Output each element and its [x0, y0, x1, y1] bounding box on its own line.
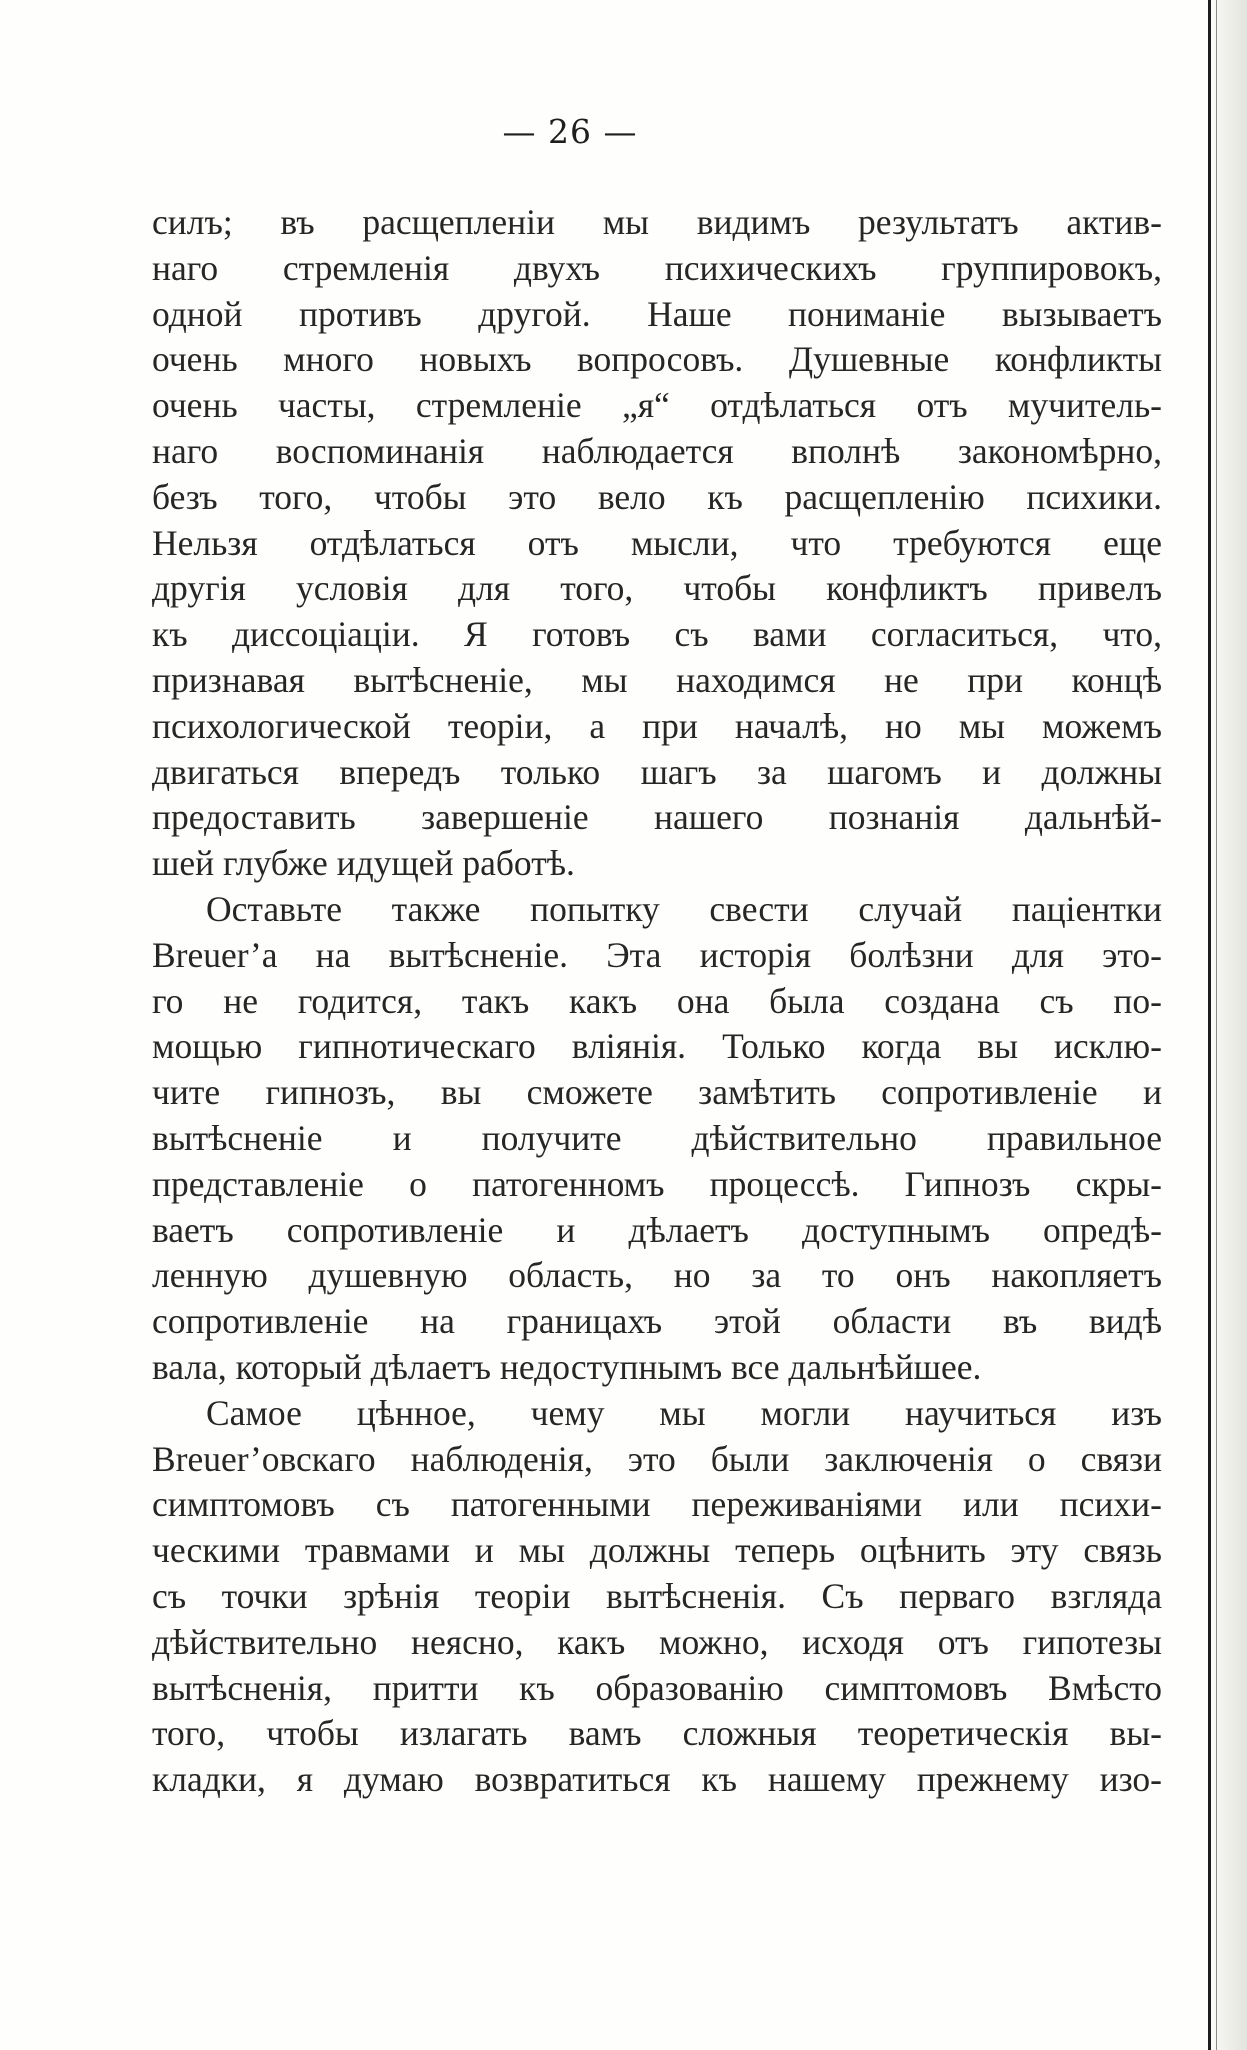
text-line: Оставьте также попытку свести случай паціентки [206, 888, 1162, 929]
text-line: того, чтобы излагать вамъ сложныя теоретическія вы- [152, 1713, 1162, 1754]
text-line: кладки, я думаю возвратиться къ нашему прежнему изо- [152, 1759, 1162, 1800]
page-edge-line-inner [1216, 0, 1217, 2050]
text-line: Breuer’a на вытѣсненіе. Эта исторія болѣзни для это- [152, 934, 1162, 975]
text-line: Самое цѣнное, чему мы могли научиться изъ [206, 1392, 1162, 1433]
text-line: наго стремленія двухъ психическихъ группировокъ, [152, 247, 1162, 288]
text-line: мощью гипнотическаго вліянія. Только когда вы исклю- [152, 1026, 1162, 1067]
text-line: къ диссоціаціи. Я готовъ съ вами согласиться, что, [152, 614, 1162, 655]
page-edge-line [1208, 0, 1211, 2050]
text-line: другія условія для того, чтобы конфликтъ привелъ [152, 568, 1162, 609]
page-number: — 26 — [502, 112, 638, 151]
text-line: психологической теоріи, а при началѣ, но мы можемъ [152, 705, 1162, 746]
text-line: Нельзя отдѣлаться отъ мысли, что требуются еще [152, 522, 1162, 563]
text-line: наго воспоминанія наблюдается вполнѣ закономѣрно, [152, 430, 1162, 471]
text-line: силъ; въ расщепленіи мы видимъ результатъ актив- [152, 202, 1162, 242]
text-line: двигаться впередъ только шагъ за шагомъ и должны [152, 751, 1162, 792]
text-line: съ точки зрѣнія теоріи вытѣсненія. Съ перваго взгляда [152, 1575, 1162, 1616]
text-line: шей глубже идущей работѣ. [152, 843, 575, 884]
text-line: Breuer’овскаго наблюденія, это были заключенія о связи [152, 1438, 1162, 1479]
text-line: одной противъ другой. Наше пониманіе вызываетъ [152, 293, 1162, 334]
body-text [152, 200, 1162, 1803]
text-line: очень часты, стремленіе „я“ отдѣлаться отъ мучитель- [152, 385, 1162, 426]
text-line: очень много новыхъ вопросовъ. Душевные конфликты [152, 339, 1162, 380]
paragraph [152, 887, 1162, 1391]
paragraph [152, 200, 1162, 887]
text-line: вытѣсненіе и получите дѣйствительно правильное [152, 1117, 1162, 1158]
text-line: го не годится, такъ какъ она была создана съ по- [152, 980, 1162, 1021]
text-line: предоставить завершеніе нашего познанія дальнѣй- [152, 797, 1162, 838]
text-line: ваетъ сопротивленіе и дѣлаетъ доступнымъ опредѣ- [152, 1209, 1162, 1250]
text-line: представленіе о патогенномъ процессѣ. Гипнозъ скры- [152, 1163, 1162, 1204]
text-line: вала, который дѣлаетъ недоступнымъ все дальнѣйшее. [152, 1346, 982, 1387]
paragraph [152, 1391, 1162, 1803]
text-line: чите гипнозъ, вы сможете замѣтить сопротивленіе и [152, 1072, 1162, 1113]
text-line: ческими травмами и мы должны теперь оцѣнить эту связь [152, 1530, 1162, 1571]
text-line: безъ того, чтобы это вело къ расщепленію психики. [152, 476, 1162, 517]
text-line: признавая вытѣсненіе, мы находимся не при концѣ [152, 659, 1162, 700]
text-line: дѣйствительно неясно, какъ можно, исходя отъ гипотезы [152, 1621, 1162, 1662]
page-edge-shadow [1207, 0, 1247, 2050]
text-line: симптомовъ съ патогенными переживаніями или психи- [152, 1484, 1162, 1525]
text-line: сопротивленіе на границахъ этой области въ видѣ [152, 1301, 1162, 1342]
text-line: ленную душевную область, но за то онъ накопляетъ [152, 1255, 1162, 1296]
text-line: вытѣсненія, притти къ образованію симптомовъ Вмѣсто [152, 1667, 1162, 1708]
